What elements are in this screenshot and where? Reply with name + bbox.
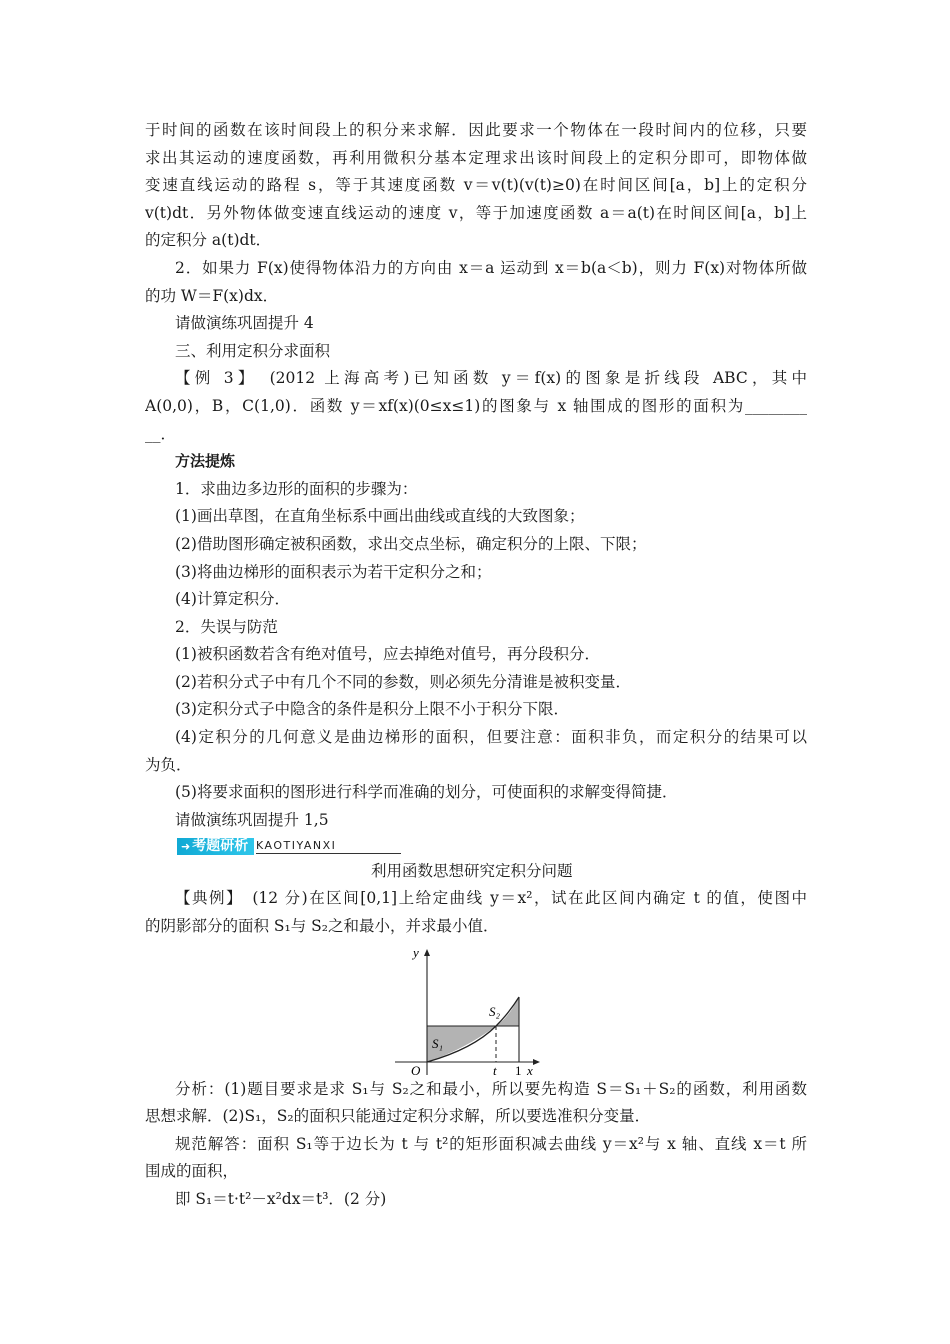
text-line: 2．失误与防范 xyxy=(175,617,278,636)
document-page xyxy=(145,117,807,1214)
solution-line: 规范解答：面积 S₁等于边长为 t 与 t²的矩形面积减去曲线 y＝x²与 x 轴、直线 x＝t 所 xyxy=(175,1134,807,1153)
origin-label: O xyxy=(411,1062,421,1075)
text-line: (4)定积分的几何意义是曲边梯形的面积，但要注意：面积非负，而定积分的结果可以 xyxy=(175,728,807,747)
figure xyxy=(145,941,807,1076)
section-banner xyxy=(145,836,807,858)
x-axis-arrow xyxy=(533,1059,540,1065)
text-line: 即 S₁＝t·t²－x²dx＝t³．(2 分) xyxy=(175,1190,387,1208)
text-line: 的阴影部分的面积 S₁与 S₂之和最小，并求最小值． xyxy=(145,917,499,936)
text-line: __． xyxy=(145,424,177,443)
text-line: (2)若积分式子中有几个不同的参数，则必须先分清谁是被积变量． xyxy=(175,672,631,691)
text-line: 2．如果力 F(x)使得物体沿力的方向由 x＝a 运动到 x＝b(a＜b)，则力 F(x)对物体所做 xyxy=(175,258,807,277)
text-line: (1)画出草图，在直角坐标系中画出曲线或直线的大致图象； xyxy=(175,507,585,526)
one-label: 1 xyxy=(515,1062,522,1075)
text-line: 求出其运动的速度函数，再利用微积分基本定理求出该时间段上的定积分即可，即物体做 xyxy=(145,148,807,167)
divider xyxy=(256,853,401,854)
t-label: t xyxy=(493,1062,497,1075)
text-line: 的功 W＝F(x)dx． xyxy=(145,286,279,305)
x-label: x xyxy=(527,1062,533,1075)
text-line: v(t)dt．另外物体做变速直线运动的速度 v，等于加速度函数 a＝a(t)在时间区间[a，b]上 xyxy=(145,203,807,222)
text-line: (4)计算定积分． xyxy=(175,590,290,609)
text-line: 的定积分 a(t)dt． xyxy=(145,231,272,250)
y-label: y xyxy=(413,944,419,960)
text-line: 请做演练巩固提升 4 xyxy=(175,314,314,333)
text-line: 【典例】 (12 分)在区间[0,1]上给定曲线 y＝x²，试在此区间内确定 t 的值，使图中 xyxy=(175,889,807,908)
text-line: A(0,0)，B，C(1,0)．函数 y＝xf(x)(0≤x≤1)的图象与 x 轴围成的图形的面积为________ xyxy=(145,396,807,415)
text-line: (3)将曲边梯形的面积表示为若干定积分之和； xyxy=(175,562,492,581)
text-line: 思想求解．(2)S₁，S₂的面积只能通过定积分求解，所以要选准积分变量． xyxy=(145,1107,651,1126)
text-line: 于时间的函数在该时间段上的积分来求解．因此要求一个物体在一段时间内的位移，只要 xyxy=(145,121,807,139)
text-line: (5)将要求面积的图形进行科学而准确的划分，可使面积的求解变得简捷． xyxy=(175,783,678,802)
banner-cn: 考题研析 xyxy=(192,838,249,855)
example-heading: 【例 3】 (2012 上海高考)已知函数 y＝f(x)的图象是折线段 ABC，其中 xyxy=(175,369,807,388)
text-line: 1．求曲边多边形的面积的步骤为： xyxy=(175,479,418,498)
arrow-icon: ➜ xyxy=(181,840,191,854)
text-line: 围成的面积， xyxy=(145,1162,239,1181)
text-line: (1)被积函数若含有绝对值号，应去掉绝对值号，再分段积分． xyxy=(175,645,600,664)
s1-label: S₁ xyxy=(432,1035,444,1051)
text-line: 请做演练巩固提升 1,5 xyxy=(175,810,329,829)
banner-en: KAOTIYANXI xyxy=(256,839,337,853)
banner-badge xyxy=(177,838,254,855)
y-axis-arrow xyxy=(424,949,430,956)
text-line: (3)定积分式子中隐含的条件是积分上限不小于积分下限． xyxy=(175,700,569,719)
text-line: 为负． xyxy=(145,755,192,774)
method-heading: 方法提炼 xyxy=(175,452,236,471)
area-diagram xyxy=(385,945,545,1075)
text-line: (2)借助图形确定被积函数，求出交点坐标，确定积分的上限、下限； xyxy=(175,534,647,553)
analysis-line: 分析：(1)题目要求是求 S₁与 S₂之和最小，所以要先构造 S＝S₁＋S₂的函数，利用函数 xyxy=(175,1079,807,1098)
text-line: 变速直线运动的路程 s，等于其速度函数 v＝v(t)(v(t)≥0)在时间区间[a，b]上的定积分 xyxy=(145,176,807,195)
topic-title: 利用函数思想研究定积分问题 xyxy=(371,862,573,881)
s2-label: S₂ xyxy=(489,1003,501,1019)
section-heading: 三、利用定积分求面积 xyxy=(175,341,331,360)
